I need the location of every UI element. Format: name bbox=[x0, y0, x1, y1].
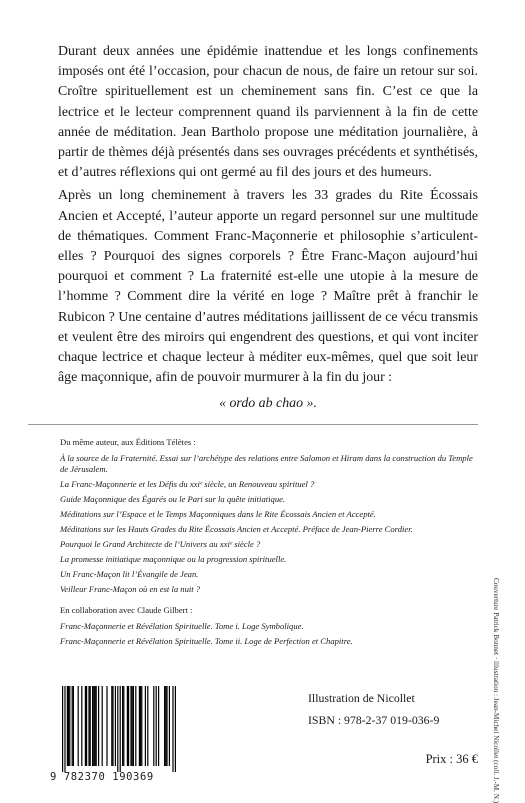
barcode-bar bbox=[139, 686, 140, 766]
barcode-bar bbox=[115, 686, 116, 766]
barcode-bar bbox=[156, 686, 157, 766]
barcode-bar bbox=[68, 686, 69, 766]
price: Prix : 36 € bbox=[425, 752, 478, 766]
collaboration-item: Franc-Maçonnerie et Révélation Spirituelle. Tome i. Loge Symbolique. bbox=[60, 621, 304, 631]
barcode-bar bbox=[165, 686, 166, 766]
barcode-bar bbox=[111, 686, 112, 766]
isbn: ISBN : 978-2-37 019-036-9 bbox=[308, 713, 440, 727]
barcode-bar bbox=[73, 686, 74, 766]
blurb-paragraph-2: Après un long cheminement à travers les 33 grades du Rite Écossais Ancien et Accepté, l’auteur apporte un regard personnel sur une multitude de thématiques. Comment Franc-Maçonnerie et philosophie s’articulent-elles ? Pourquoi des signes corporels ? Être Franc-Maçon aujourd’hui pourquoi et comment ? La fraternité est-elle une utopie à la mesure de l’homme ? Comment dire la vérité en loge ? Maître prêt à franchir le Rubicon ? Une centaine d’autres méditations jaillissent de ce vécu transmis et veulent être des miroirs qui engendrent des questions, et qui vont inciter chaque lectrice et chaque lecteur à méditer eux-mêmes, quel que soit leur âge maçonnique, afin de pouvoir murmurer à la fin du jour : bbox=[58, 188, 478, 386]
barcode-bar bbox=[64, 686, 65, 772]
bibliography-list bbox=[60, 453, 476, 595]
bibliography-item: Guide Maçonnique des Égarés ou le Pari sur la quête initiatique. bbox=[60, 494, 286, 504]
barcode-bar bbox=[169, 686, 170, 766]
barcode-bar bbox=[88, 686, 89, 766]
barcode-bar bbox=[164, 686, 165, 766]
barcode-bar bbox=[62, 686, 63, 772]
barcode-bar bbox=[122, 686, 123, 766]
barcode-bar bbox=[141, 686, 142, 766]
bibliography-item: Méditations sur l’Espace et le Temps Maçonniques dans le Rite Écossais Ancien et Accepté. bbox=[60, 509, 376, 519]
barcode-digits: 9 782370 190369 bbox=[50, 771, 154, 783]
bibliography-item: Un Franc-Maçon lit l’Évangile de Jean. bbox=[60, 569, 199, 579]
bibliography-heading: Du même auteur, aux Éditions Télètes : bbox=[60, 437, 196, 447]
barcode-bar bbox=[128, 686, 129, 766]
barcode-bar bbox=[69, 686, 70, 766]
barcode-bar bbox=[120, 686, 121, 772]
collaboration-list bbox=[60, 621, 476, 647]
barcode-bar bbox=[67, 686, 68, 766]
collaboration-item: Franc-Maçonnerie et Révélation Spirituelle. Tome ii. Loge de Perfection et Chapitre. bbox=[60, 636, 353, 646]
publication-info bbox=[308, 690, 478, 734]
bibliography-item: Veilleur Franc-Maçon où en est la nuit ? bbox=[60, 584, 201, 594]
barcode-bar bbox=[85, 686, 86, 766]
barcode-bar bbox=[78, 686, 79, 766]
barcode-bar bbox=[123, 686, 124, 766]
barcode-bar bbox=[96, 686, 97, 766]
barcode-bar bbox=[81, 686, 82, 766]
barcode-bar bbox=[130, 686, 131, 766]
cover-credit: Couverture Patrick Bonnet · illustration : Jean-Michel Nicollet (coll. J.-M. N.) bbox=[492, 578, 500, 803]
bibliography-item: La promesse initiatique maçonnique ou la progression spirituelle. bbox=[60, 554, 287, 564]
blurb-paragraph-1: Durant deux années une épidémie inattendue et les longs confinements imposés ont été l’occasion, pour chacun de nous, de faire un retour sur soi. Croître spirituellement est un cheminement sans fin. C’est ce que la lectrice et le lecteur comprennent quand ils parviennent à la fin de cette année de méditation. Jean Bartholo propose une méditation journalière, à partir de thèmes déjà présentés dans ses ouvrages précédents et synthétisés, et d’autres réflexions qui ont germé au fil des jours et des humeurs. bbox=[58, 44, 478, 181]
barcode-bar bbox=[92, 686, 93, 766]
barcode-bar bbox=[98, 686, 99, 766]
barcode-bar bbox=[153, 686, 154, 766]
blurb bbox=[58, 42, 478, 415]
collaboration-heading: En collaboration avec Claude Gilbert : bbox=[60, 605, 193, 615]
barcode-bar bbox=[140, 686, 141, 766]
barcode-bar bbox=[172, 686, 173, 772]
bibliography-item: La Franc-Maçonnerie et les Défis du xxiᵉ siècle, un Renouveau spirituel ? bbox=[60, 479, 315, 489]
barcode-bar bbox=[132, 686, 133, 766]
barcode-bar bbox=[102, 686, 103, 766]
barcode-bar bbox=[106, 686, 107, 766]
barcode-bar bbox=[166, 686, 167, 766]
barcode-bar bbox=[158, 686, 159, 766]
barcode-bar bbox=[93, 686, 94, 766]
bibliography bbox=[60, 437, 476, 651]
barcode-bars bbox=[50, 686, 180, 772]
barcode-bar bbox=[145, 686, 146, 766]
barcode-bar bbox=[133, 686, 134, 766]
bibliography-item: À la source de la Fraternité. Essai sur l’archétype des relations entre Salomon et Hiram dans la construction du Temple de Jérusalem. bbox=[60, 453, 473, 474]
illustration-credit: Illustration de Nicollet bbox=[308, 691, 415, 705]
barcode-bar bbox=[94, 686, 95, 766]
barcode-bar bbox=[112, 686, 113, 766]
bibliography-item: Pourquoi le Grand Architecte de l’Univers au xxiᵉ siècle ? bbox=[60, 539, 261, 549]
divider bbox=[28, 424, 478, 425]
barcode-bar bbox=[175, 686, 176, 772]
barcode bbox=[50, 686, 180, 786]
motto: « ordo ab chao ». bbox=[219, 396, 317, 412]
barcode-bar bbox=[135, 686, 136, 766]
barcode-bar bbox=[117, 686, 118, 772]
barcode-bar bbox=[147, 686, 148, 766]
barcode-bar bbox=[86, 686, 87, 766]
bibliography-item: Méditations sur les Hauts Grades du Rite Écossais Ancien et Accepté. Préface de Jean-Pierre Cordier. bbox=[60, 524, 413, 534]
barcode-bar bbox=[72, 686, 73, 766]
barcode-bar bbox=[127, 686, 128, 766]
barcode-bar bbox=[90, 686, 91, 766]
